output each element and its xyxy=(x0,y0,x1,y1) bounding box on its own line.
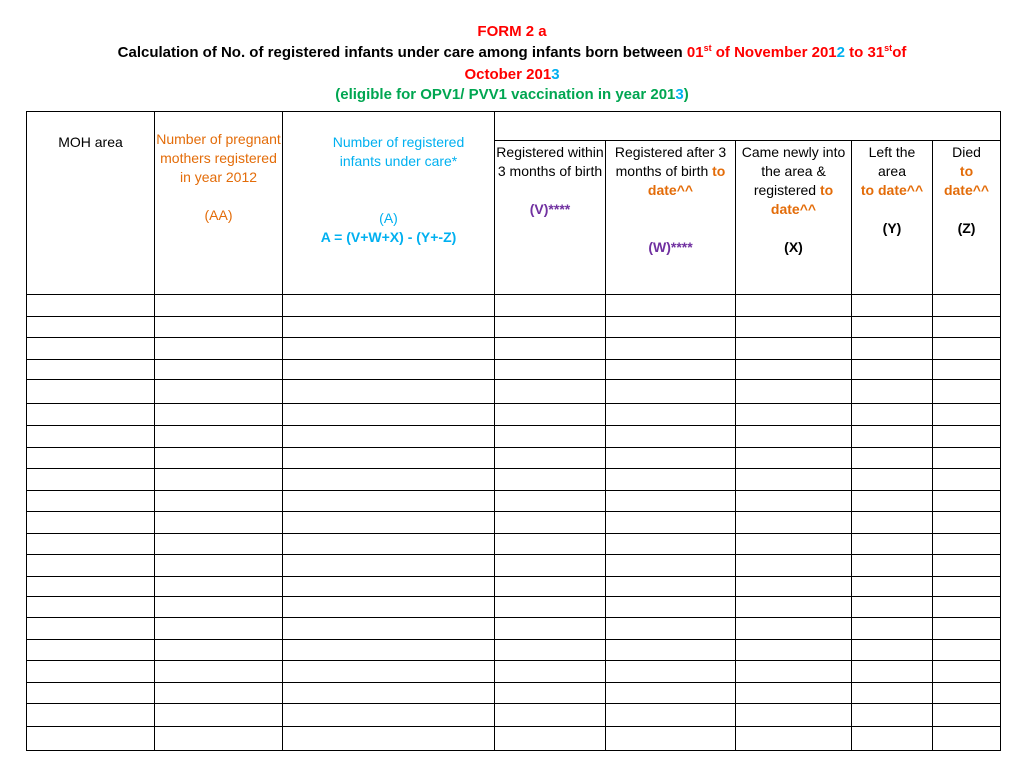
cell-died[interactable] xyxy=(933,491,1001,512)
cell-moh-area[interactable] xyxy=(27,338,155,359)
subtitle-to: to 31 xyxy=(844,44,885,61)
cell-within-3-months[interactable] xyxy=(495,597,606,618)
cell-came-newly[interactable] xyxy=(736,426,852,447)
cell-moh-area[interactable] xyxy=(27,404,155,426)
cell-left-area[interactable] xyxy=(852,468,933,490)
table-row xyxy=(27,704,1001,726)
cell-within-3-months[interactable] xyxy=(495,639,606,660)
cell-after-3-months[interactable] xyxy=(606,554,736,576)
cell-pregnant-mothers[interactable] xyxy=(155,533,283,554)
header-after-3-months-todate: to date^^ xyxy=(647,163,726,199)
cell-left-area[interactable] xyxy=(852,295,933,317)
cell-left-area[interactable] xyxy=(852,404,933,426)
cell-after-3-months[interactable] xyxy=(606,726,736,750)
cell-pregnant-mothers[interactable] xyxy=(155,618,283,639)
table-row xyxy=(27,576,1001,596)
header-pregnant-mothers-code: (AA) xyxy=(204,207,233,223)
header-group-cell xyxy=(495,112,1001,141)
cell-within-3-months[interactable] xyxy=(495,338,606,359)
cell-after-3-months[interactable] xyxy=(606,576,736,596)
cell-after-3-months[interactable] xyxy=(606,491,736,512)
eligibility-close: ) xyxy=(683,86,689,103)
cell-moh-area[interactable] xyxy=(27,576,155,596)
cell-pregnant-mothers[interactable] xyxy=(155,597,283,618)
cell-within-3-months[interactable] xyxy=(495,704,606,726)
cell-left-area[interactable] xyxy=(852,512,933,533)
header-registered-infants-label: Number of registered infants under care* xyxy=(332,134,465,169)
cell-came-newly[interactable] xyxy=(736,447,852,468)
header-pregnant-mothers-label: Number of pregnant mothers registered in year 2012 xyxy=(156,131,281,185)
header-died-code: (Z) xyxy=(957,220,976,237)
cell-after-3-months[interactable] xyxy=(606,660,736,682)
cell-after-3-months[interactable] xyxy=(606,359,736,379)
table-row xyxy=(27,597,1001,618)
cell-moh-area[interactable] xyxy=(27,295,155,317)
table-row xyxy=(27,295,1001,317)
cell-died[interactable] xyxy=(933,683,1001,704)
cell-registered-infants[interactable] xyxy=(283,704,495,726)
cell-left-area[interactable] xyxy=(852,660,933,682)
cell-after-3-months[interactable] xyxy=(606,379,736,403)
cell-moh-area[interactable] xyxy=(27,597,155,618)
cell-moh-area[interactable] xyxy=(27,379,155,403)
cell-after-3-months[interactable] xyxy=(606,295,736,317)
data-rows xyxy=(27,295,1001,751)
cell-moh-area[interactable] xyxy=(27,554,155,576)
table-row xyxy=(27,726,1001,750)
cell-left-area[interactable] xyxy=(852,704,933,726)
cell-left-area[interactable] xyxy=(852,554,933,576)
cell-after-3-months[interactable] xyxy=(606,338,736,359)
cell-died[interactable] xyxy=(933,704,1001,726)
form-subtitle-line1 xyxy=(0,44,1024,61)
cell-registered-infants[interactable] xyxy=(283,359,495,379)
cell-registered-infants[interactable] xyxy=(283,554,495,576)
cell-pregnant-mothers[interactable] xyxy=(155,554,283,576)
cell-registered-infants[interactable] xyxy=(283,338,495,359)
header-came-newly-label: Came newly into the area & registered xyxy=(741,144,846,199)
cell-within-3-months[interactable] xyxy=(495,359,606,379)
table-row xyxy=(27,512,1001,533)
table-row xyxy=(27,379,1001,403)
cell-came-newly[interactable] xyxy=(736,704,852,726)
cell-died[interactable] xyxy=(933,359,1001,379)
cell-registered-infants[interactable] xyxy=(283,726,495,750)
cell-pregnant-mothers[interactable] xyxy=(155,426,283,447)
cell-within-3-months[interactable] xyxy=(495,426,606,447)
form-subtitle-line2 xyxy=(0,66,1024,83)
cell-died[interactable] xyxy=(933,317,1001,338)
table-row xyxy=(27,533,1001,554)
cell-died[interactable] xyxy=(933,533,1001,554)
form-eligibility-note xyxy=(0,86,1024,103)
cell-registered-infants[interactable] xyxy=(283,426,495,447)
cell-left-area[interactable] xyxy=(852,597,933,618)
cell-left-area[interactable] xyxy=(852,491,933,512)
cell-registered-infants[interactable] xyxy=(283,639,495,660)
cell-left-area[interactable] xyxy=(852,359,933,379)
cell-registered-infants[interactable] xyxy=(283,379,495,403)
table-row xyxy=(27,639,1001,660)
cell-registered-infants[interactable] xyxy=(283,533,495,554)
cell-died[interactable] xyxy=(933,618,1001,639)
cell-left-area[interactable] xyxy=(852,447,933,468)
subtitle-start-day: 01 xyxy=(686,44,704,61)
header-died-todate: to date^^ xyxy=(943,163,990,199)
cell-after-3-months[interactable] xyxy=(606,618,736,639)
header-within-3-months xyxy=(495,141,606,295)
header-left-area-todate: to date^^ xyxy=(860,182,924,199)
cell-came-newly[interactable] xyxy=(736,359,852,379)
eligibility-year-digit: 3 xyxy=(675,86,684,103)
cell-came-newly[interactable] xyxy=(736,618,852,639)
cell-pregnant-mothers[interactable] xyxy=(155,404,283,426)
cell-after-3-months[interactable] xyxy=(606,317,736,338)
header-moh-area xyxy=(27,112,155,295)
header-left-area xyxy=(852,141,933,295)
cell-within-3-months[interactable] xyxy=(495,576,606,596)
cell-moh-area[interactable] xyxy=(27,491,155,512)
cell-moh-area[interactable] xyxy=(27,726,155,750)
cell-registered-infants[interactable] xyxy=(283,404,495,426)
table-row xyxy=(27,317,1001,338)
cell-moh-area[interactable] xyxy=(27,660,155,682)
cell-came-newly[interactable] xyxy=(736,639,852,660)
cell-moh-area[interactable] xyxy=(27,618,155,639)
cell-came-newly[interactable] xyxy=(736,554,852,576)
cell-pregnant-mothers[interactable] xyxy=(155,491,283,512)
header-moh-area-label: MOH area xyxy=(58,134,123,150)
cell-came-newly[interactable] xyxy=(736,317,852,338)
cell-within-3-months[interactable] xyxy=(495,660,606,682)
cell-came-newly[interactable] xyxy=(736,295,852,317)
cell-after-3-months[interactable] xyxy=(606,426,736,447)
cell-moh-area[interactable] xyxy=(27,426,155,447)
cell-moh-area[interactable] xyxy=(27,639,155,660)
subtitle-end-year-digit: 3 xyxy=(551,66,560,83)
cell-came-newly[interactable] xyxy=(736,597,852,618)
cell-after-3-months[interactable] xyxy=(606,447,736,468)
cell-came-newly[interactable] xyxy=(736,660,852,682)
header-pregnant-mothers xyxy=(155,112,283,295)
cell-came-newly[interactable] xyxy=(736,726,852,750)
cell-registered-infants[interactable] xyxy=(283,512,495,533)
cell-registered-infants[interactable] xyxy=(283,597,495,618)
header-left-area-label: Left the area xyxy=(868,144,916,180)
header-came-newly-code: (X) xyxy=(784,239,803,256)
header-came-newly xyxy=(736,141,852,295)
cell-within-3-months[interactable] xyxy=(495,379,606,403)
cell-after-3-months[interactable] xyxy=(606,533,736,554)
form-title: FORM 2 a xyxy=(477,23,547,40)
cell-pregnant-mothers[interactable] xyxy=(155,359,283,379)
header-died xyxy=(933,141,1001,295)
cell-died[interactable] xyxy=(933,447,1001,468)
cell-left-area[interactable] xyxy=(852,533,933,554)
cell-within-3-months[interactable] xyxy=(495,554,606,576)
cell-pregnant-mothers[interactable] xyxy=(155,660,283,682)
cell-came-newly[interactable] xyxy=(736,468,852,490)
table-row xyxy=(27,491,1001,512)
cell-moh-area[interactable] xyxy=(27,447,155,468)
header-died-label: Died xyxy=(952,144,981,161)
cell-died[interactable] xyxy=(933,576,1001,596)
cell-registered-infants[interactable] xyxy=(283,447,495,468)
cell-left-area[interactable] xyxy=(852,426,933,447)
cell-within-3-months[interactable] xyxy=(495,512,606,533)
cell-moh-area[interactable] xyxy=(27,704,155,726)
subtitle-start-month: of November 201 xyxy=(711,44,837,61)
cell-died[interactable] xyxy=(933,726,1001,750)
cell-left-area[interactable] xyxy=(852,576,933,596)
cell-registered-infants[interactable] xyxy=(283,317,495,338)
table-row xyxy=(27,359,1001,379)
cell-moh-area[interactable] xyxy=(27,359,155,379)
eligibility-text: (eligible for OPV1/ PVV1 vaccination in year 201 xyxy=(335,86,676,103)
cell-after-3-months[interactable] xyxy=(606,704,736,726)
cell-moh-area[interactable] xyxy=(27,317,155,338)
cell-moh-area[interactable] xyxy=(27,512,155,533)
cell-moh-area[interactable] xyxy=(27,683,155,704)
cell-came-newly[interactable] xyxy=(736,576,852,596)
cell-after-3-months[interactable] xyxy=(606,683,736,704)
cell-left-area[interactable] xyxy=(852,317,933,338)
cell-came-newly[interactable] xyxy=(736,683,852,704)
cell-died[interactable] xyxy=(933,660,1001,682)
table-row xyxy=(27,338,1001,359)
table-row xyxy=(27,618,1001,639)
cell-left-area[interactable] xyxy=(852,618,933,639)
cell-within-3-months[interactable] xyxy=(495,491,606,512)
cell-pregnant-mothers[interactable] xyxy=(155,704,283,726)
subtitle-of: of xyxy=(892,44,907,61)
header-registered-infants-formula: A = (V+W+X) - (Y+-Z) xyxy=(320,229,457,245)
cell-within-3-months[interactable] xyxy=(495,533,606,554)
subtitle-end-suffix: st xyxy=(884,43,893,53)
cell-came-newly[interactable] xyxy=(736,512,852,533)
cell-within-3-months[interactable] xyxy=(495,295,606,317)
header-within-3-months-code: (V)**** xyxy=(529,201,571,218)
cell-pregnant-mothers[interactable] xyxy=(155,726,283,750)
table-row xyxy=(27,683,1001,704)
cell-within-3-months[interactable] xyxy=(495,447,606,468)
cell-after-3-months[interactable] xyxy=(606,468,736,490)
header-after-3-months-code: (W)**** xyxy=(648,239,693,256)
cell-left-area[interactable] xyxy=(852,639,933,660)
cell-left-area[interactable] xyxy=(852,379,933,403)
cell-came-newly[interactable] xyxy=(736,491,852,512)
cell-moh-area[interactable] xyxy=(27,533,155,554)
header-registered-infants-code: (A) xyxy=(379,210,398,226)
cell-pregnant-mothers[interactable] xyxy=(155,317,283,338)
table-row xyxy=(27,447,1001,468)
cell-pregnant-mothers[interactable] xyxy=(155,639,283,660)
cell-after-3-months[interactable] xyxy=(606,512,736,533)
cell-pregnant-mothers[interactable] xyxy=(155,512,283,533)
cell-registered-infants[interactable] xyxy=(283,660,495,682)
cell-died[interactable] xyxy=(933,404,1001,426)
table-row xyxy=(27,404,1001,426)
table-row xyxy=(27,426,1001,447)
cell-left-area[interactable] xyxy=(852,338,933,359)
subtitle-text: Calculation of No. of registered infants under care among infants born between xyxy=(117,44,687,61)
cell-died[interactable] xyxy=(933,468,1001,490)
cell-registered-infants[interactable] xyxy=(283,491,495,512)
subtitle-start-suffix: st xyxy=(703,43,712,53)
cell-pregnant-mothers[interactable] xyxy=(155,683,283,704)
cell-after-3-months[interactable] xyxy=(606,639,736,660)
header-left-area-code: (Y) xyxy=(882,220,902,237)
table-row xyxy=(27,468,1001,490)
cell-came-newly[interactable] xyxy=(736,533,852,554)
cell-after-3-months[interactable] xyxy=(606,404,736,426)
infant-registration-table xyxy=(26,111,1001,751)
cell-registered-infants[interactable] xyxy=(283,683,495,704)
subtitle-start-year-digit: 2 xyxy=(836,44,845,61)
cell-died[interactable] xyxy=(933,338,1001,359)
cell-within-3-months[interactable] xyxy=(495,468,606,490)
table-row xyxy=(27,660,1001,682)
cell-within-3-months[interactable] xyxy=(495,683,606,704)
cell-left-area[interactable] xyxy=(852,726,933,750)
header-came-newly-todate: to date^^ xyxy=(770,182,834,218)
cell-registered-infants[interactable] xyxy=(283,468,495,490)
cell-after-3-months[interactable] xyxy=(606,597,736,618)
header-within-3-months-label: Registered within 3 months of birth xyxy=(496,144,604,180)
cell-pregnant-mothers[interactable] xyxy=(155,468,283,490)
cell-registered-infants[interactable] xyxy=(283,295,495,317)
cell-pregnant-mothers[interactable] xyxy=(155,295,283,317)
header-after-3-months-label: Registered after 3 months of birth xyxy=(614,144,727,180)
cell-pregnant-mothers[interactable] xyxy=(155,576,283,596)
cell-died[interactable] xyxy=(933,426,1001,447)
cell-died[interactable] xyxy=(933,639,1001,660)
cell-came-newly[interactable] xyxy=(736,404,852,426)
cell-moh-area[interactable] xyxy=(27,468,155,490)
header-after-3-months xyxy=(606,141,736,295)
cell-left-area[interactable] xyxy=(852,683,933,704)
subtitle-end-month: October 201 xyxy=(464,66,552,83)
cell-died[interactable] xyxy=(933,597,1001,618)
cell-pregnant-mothers[interactable] xyxy=(155,379,283,403)
cell-came-newly[interactable] xyxy=(736,379,852,403)
cell-came-newly[interactable] xyxy=(736,338,852,359)
cell-within-3-months[interactable] xyxy=(495,317,606,338)
table-row xyxy=(27,554,1001,576)
cell-died[interactable] xyxy=(933,512,1001,533)
cell-died[interactable] xyxy=(933,379,1001,403)
cell-registered-infants[interactable] xyxy=(283,576,495,596)
cell-within-3-months[interactable] xyxy=(495,404,606,426)
cell-within-3-months[interactable] xyxy=(495,726,606,750)
cell-pregnant-mothers[interactable] xyxy=(155,338,283,359)
cell-within-3-months[interactable] xyxy=(495,618,606,639)
cell-registered-infants[interactable] xyxy=(283,618,495,639)
header-registered-infants xyxy=(283,112,495,295)
cell-died[interactable] xyxy=(933,295,1001,317)
cell-died[interactable] xyxy=(933,554,1001,576)
cell-pregnant-mothers[interactable] xyxy=(155,447,283,468)
